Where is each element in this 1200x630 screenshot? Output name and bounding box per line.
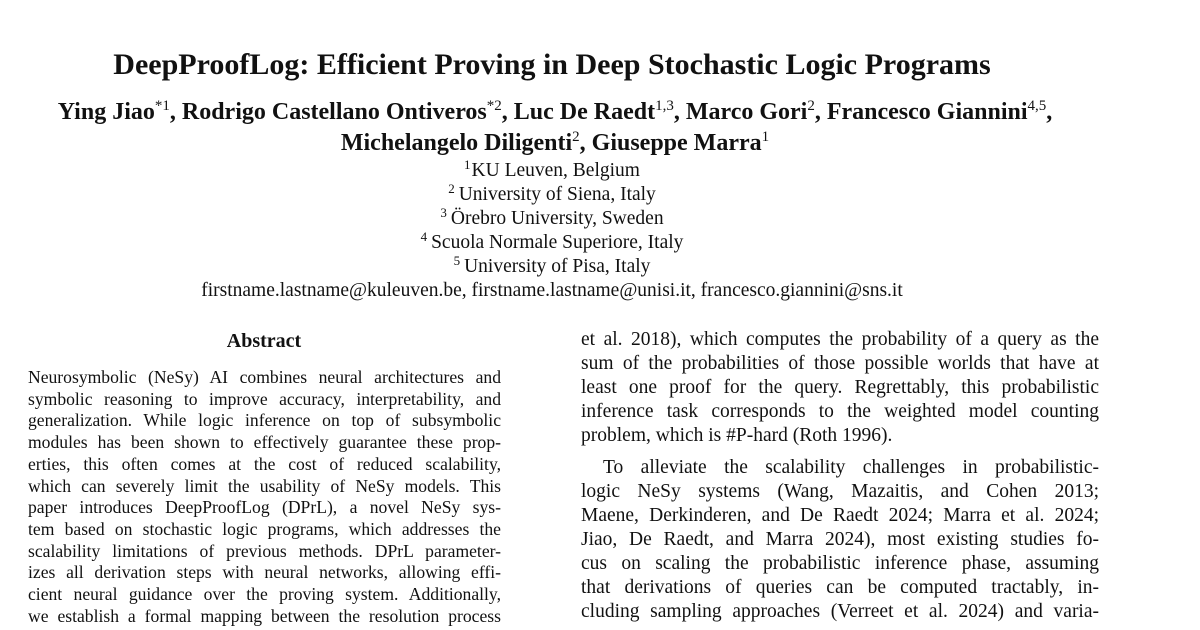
abstract-heading: Abstract: [226, 330, 302, 352]
abstract-line: Neurosymbolic (NeSy) AI combines neural architectures and: [28, 367, 501, 387]
affiliation: [0, 204, 1104, 231]
author: [827, 99, 1046, 125]
author: [514, 99, 674, 125]
author: [58, 99, 170, 125]
abstract-line: paper introduces DeepProofLog (DPrL), a novel NeSy sys-: [28, 497, 501, 518]
paper-title: DeepProofLog: Efficient Proving in Deep Stochastic Logic Programs: [113, 48, 991, 81]
author-affiliation-mark: *1: [154, 98, 170, 114]
author-name: Ying Jiao: [57, 99, 155, 125]
affiliation-number: 5: [453, 252, 461, 268]
affiliation-text: Scuola Normale Superiore, Italy: [431, 232, 684, 253]
body-line: cluding sampling approaches (Verreet et al. 2024) and varia-: [581, 601, 1099, 622]
author: [182, 99, 502, 125]
body-line: et al. 2018), which computes the probability of a query as the: [581, 329, 1099, 350]
abstract-line: izes all derivation steps with neural networks, allowing effi-: [28, 562, 501, 583]
author-affiliation-mark: 1,3: [655, 98, 674, 114]
author: [341, 130, 580, 156]
affiliation-number: 1: [464, 156, 471, 172]
affiliation-number: 3: [440, 204, 447, 220]
author-affiliation-mark: 2: [572, 129, 580, 145]
body-line: problem, which is #P-hard (Roth 1996).: [581, 425, 893, 446]
abstract-line: tem based on stochastic logic programs, which addresses the: [28, 518, 501, 539]
body-line: inference task corresponds to the weighted model counting: [581, 401, 1099, 422]
author-line-2: Michelangelo Diligenti$^2$, Giuseppe Marra$^1$: [340, 129, 770, 156]
affiliation: [0, 180, 1104, 207]
author-name: Michelangelo Diligenti: [340, 130, 573, 156]
affiliation: [0, 228, 1104, 255]
body-column-right: [581, 328, 1099, 624]
affiliation-text: University of Siena, Italy: [458, 184, 656, 205]
author-line-1: Ying Jiao$^{*1}$, Rodrigo Castellano Ontiveros$^{*2}$, Luc De Raedt$^{1,3}$, Marco Gori$^2$, Francesco Giannini$^{4,5}$,: [57, 98, 1053, 125]
body-paragraph: [581, 456, 1099, 624]
body-paragraph: [581, 328, 1099, 448]
abstract-line: modules has been shown to effectively guarantee these prop-: [28, 432, 501, 453]
abstract-line: generalization. While logic inference on top of subsymbolic: [28, 410, 501, 431]
affiliation: [0, 252, 1104, 279]
author-affiliation-mark: 2: [807, 98, 815, 114]
abstract-line: cient neural guidance over the proving system. Additionally,: [28, 584, 501, 605]
body-line: logic NeSy systems (Wang, Mazaitis, and Cohen 2013;: [581, 481, 1099, 502]
affiliation: [0, 156, 1104, 183]
author-affiliation-mark: *2: [486, 98, 502, 114]
body-line: that derivations of queries can be computed tractably, in-: [581, 577, 1099, 598]
abstract-line: scalability limitations of previous methods. DPrL parameter-: [28, 540, 501, 561]
body-line: least one proof for the query. Regrettably, this probabilistic: [581, 377, 1099, 398]
body-line: cus on scaling the probabilistic inference phase, assuming: [581, 553, 1099, 574]
affiliation-text: Örebro University, Sweden: [450, 208, 664, 229]
affiliation-number: 4: [420, 228, 428, 244]
author-name: Francesco Giannini: [826, 99, 1028, 125]
abstract-line: symbolic reasoning to improve accuracy, interpretability, and: [28, 388, 501, 409]
abstract-line: erties, this often comes at the cost of reduced scalability,: [28, 453, 501, 474]
author-name: Luc De Raedt: [513, 99, 656, 125]
author-name: Marco Gori: [685, 99, 808, 125]
affiliation-text: KU Leuven, Belgium: [471, 160, 640, 181]
abstract-line: which can severely limit the usability of NeSy models. This: [28, 475, 501, 496]
author-affiliation-mark: 1: [761, 129, 770, 145]
author-list: [0, 97, 1110, 159]
abstract-body: [28, 367, 501, 627]
body-line: Maene, Derkinderen, and De Raedt 2024; Marra et al. 2024;: [581, 505, 1099, 526]
body-line: Jiao, De Raedt, and Marra 2024), most existing studies fo-: [581, 529, 1099, 550]
author-affiliation-mark: 4,5: [1027, 98, 1047, 114]
author-name: Rodrigo Castellano Ontiveros: [181, 99, 487, 125]
abstract-line: we establish a formal mapping between the resolution process: [28, 605, 501, 626]
affiliation-number: 2: [448, 180, 455, 196]
body-line: To alleviate the scalability challenges in probabilistic-: [603, 457, 1099, 478]
author-emails: firstname.lastname@kuleuven.be, firstname.lastname@unisi.it, francesco.giannini@sns.it: [201, 280, 903, 301]
author-name: Giuseppe Marra: [591, 130, 762, 156]
body-line: sum of the probabilities of those possible worlds that have at: [581, 353, 1099, 374]
author: [592, 130, 769, 156]
paragraph-gap: [581, 448, 1099, 456]
affiliation-text: University of Pisa, Italy: [464, 256, 651, 277]
affiliation-list: [0, 156, 1104, 303]
author: [686, 99, 815, 125]
